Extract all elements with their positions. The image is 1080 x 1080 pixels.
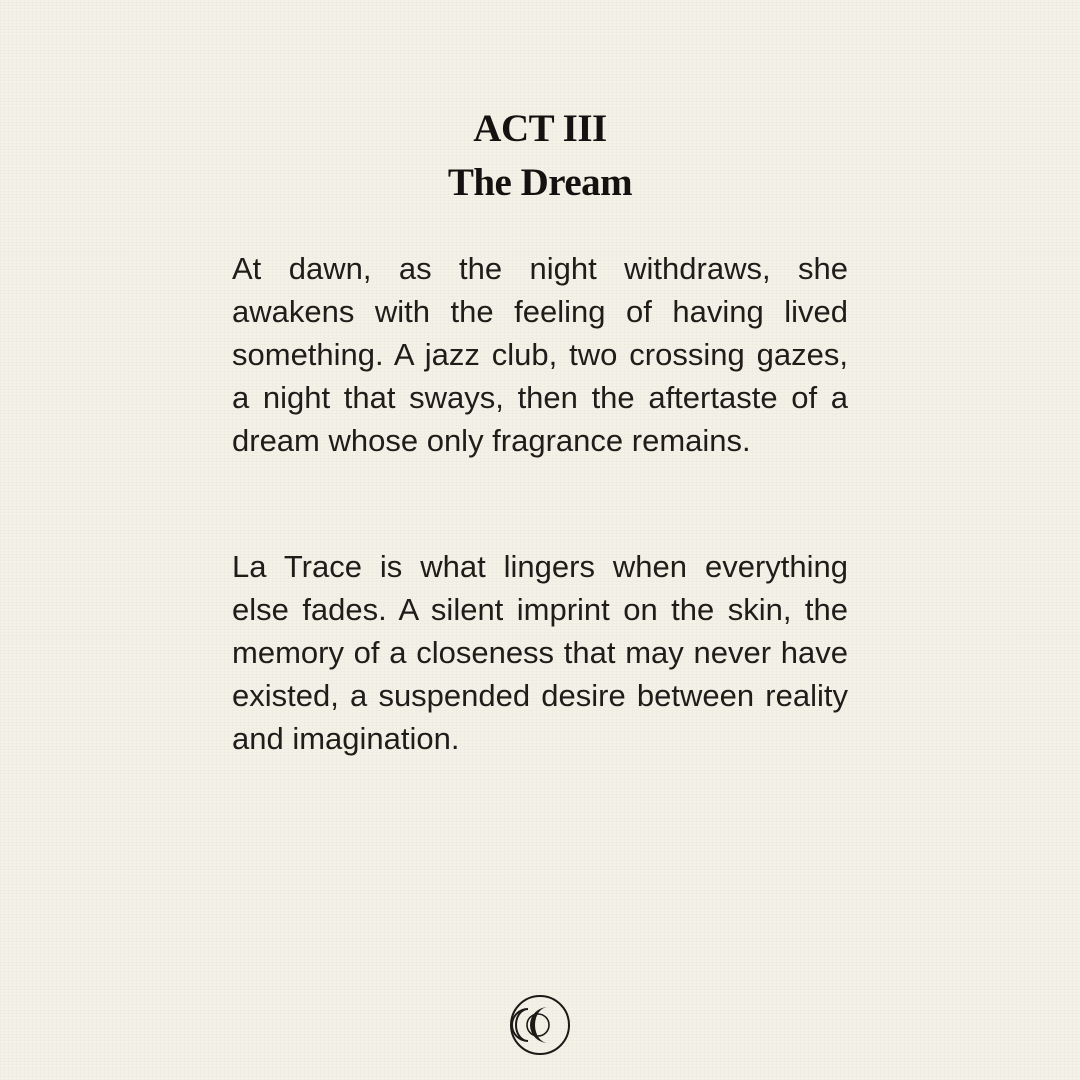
act-subtitle: The Dream xyxy=(447,161,633,204)
act-title: ACT III xyxy=(473,107,607,150)
story-paragraph-2: La Trace is what lingers when everything else fades. A silent imprint on the skin, the memory of a closeness that may never have existed, a suspended desire between reality and imagination. xyxy=(232,549,848,756)
crescent-moon-emblem-icon xyxy=(508,993,572,1057)
story-paragraph-1: At dawn, as the night withdraws, she awakens with the feeling of having lived something. A jazz club, two crossing gazes, a night that sways, then the aftertaste of a dream whose only fragrance remains. xyxy=(232,251,848,458)
